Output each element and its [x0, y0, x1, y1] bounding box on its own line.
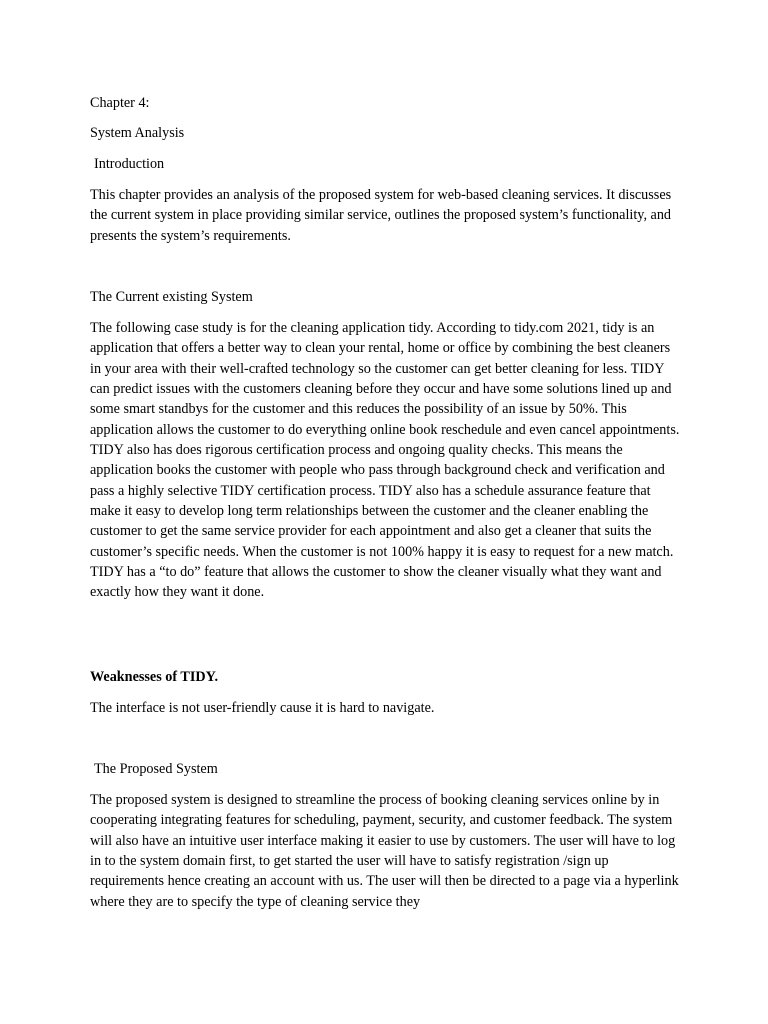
chapter-label: Chapter 4: [90, 95, 150, 111]
introduction-heading: Introduction [94, 156, 165, 172]
introduction-paragraph: This chapter provides an analysis of the proposed system for web-based cleaning services. It discusses the current system in place providing similar service, outlines the proposed system’s functionality, and presents the system’s requirements. [90, 187, 672, 244]
weaknesses-paragraph: The interface is not user-friendly cause it is hard to navigate. [90, 700, 435, 716]
proposed-system-heading: The Proposed System [94, 761, 218, 777]
weaknesses-heading: Weaknesses of TIDY. [90, 669, 219, 685]
chapter-title: System Analysis [90, 125, 185, 141]
current-system-heading: The Current existing System [90, 289, 253, 305]
proposed-system-paragraph: The proposed system is designed to streamline the process of booking cleaning services online by in cooperating integrating features for scheduling, payment, security, and customer feedback. The system will also have an intuitive user interface making it easier to use by customers. The user will have to log in to the system domain first, to get started the user will have to satisfy registration /sign up requirements hence creating an account with us. The user will then be directed to a page via a hyperlink where they are to specify the type of cleaning service they [90, 792, 679, 910]
current-system-paragraph: The following case study is for the cleaning application tidy. According to tidy.com 2021, tidy is an application that offers a better way to clean your rental, home or office by combining the best cleaners in your area with their well-crafted technology so the customer can get better cleaning for less. TIDY can predict issues with the customers cleaning before they occur and have some solutions lined up and some smart standbys for the customer and this reduces the possibility of an issue by 50%. This application allows the customer to do everything online book reschedule and even cancel appointments. TIDY also has does rigorous certification process and ongoing quality checks. This means the application books the customer with people who pass through background check and verification and pass a highly selective TIDY certification process. TIDY also has a schedule assurance feature that make it easy to develop long term relationships between the customer and the cleaner enabling the customer to get the same service provider for each appointment and also get a cleaner that suits the customer’s specific needs. When the customer is not 100% happy it is easy to request for a new match. TIDY has a “to do” feature that allows the customer to show the cleaner visually what they want and exactly how they want it done. [90, 320, 680, 601]
